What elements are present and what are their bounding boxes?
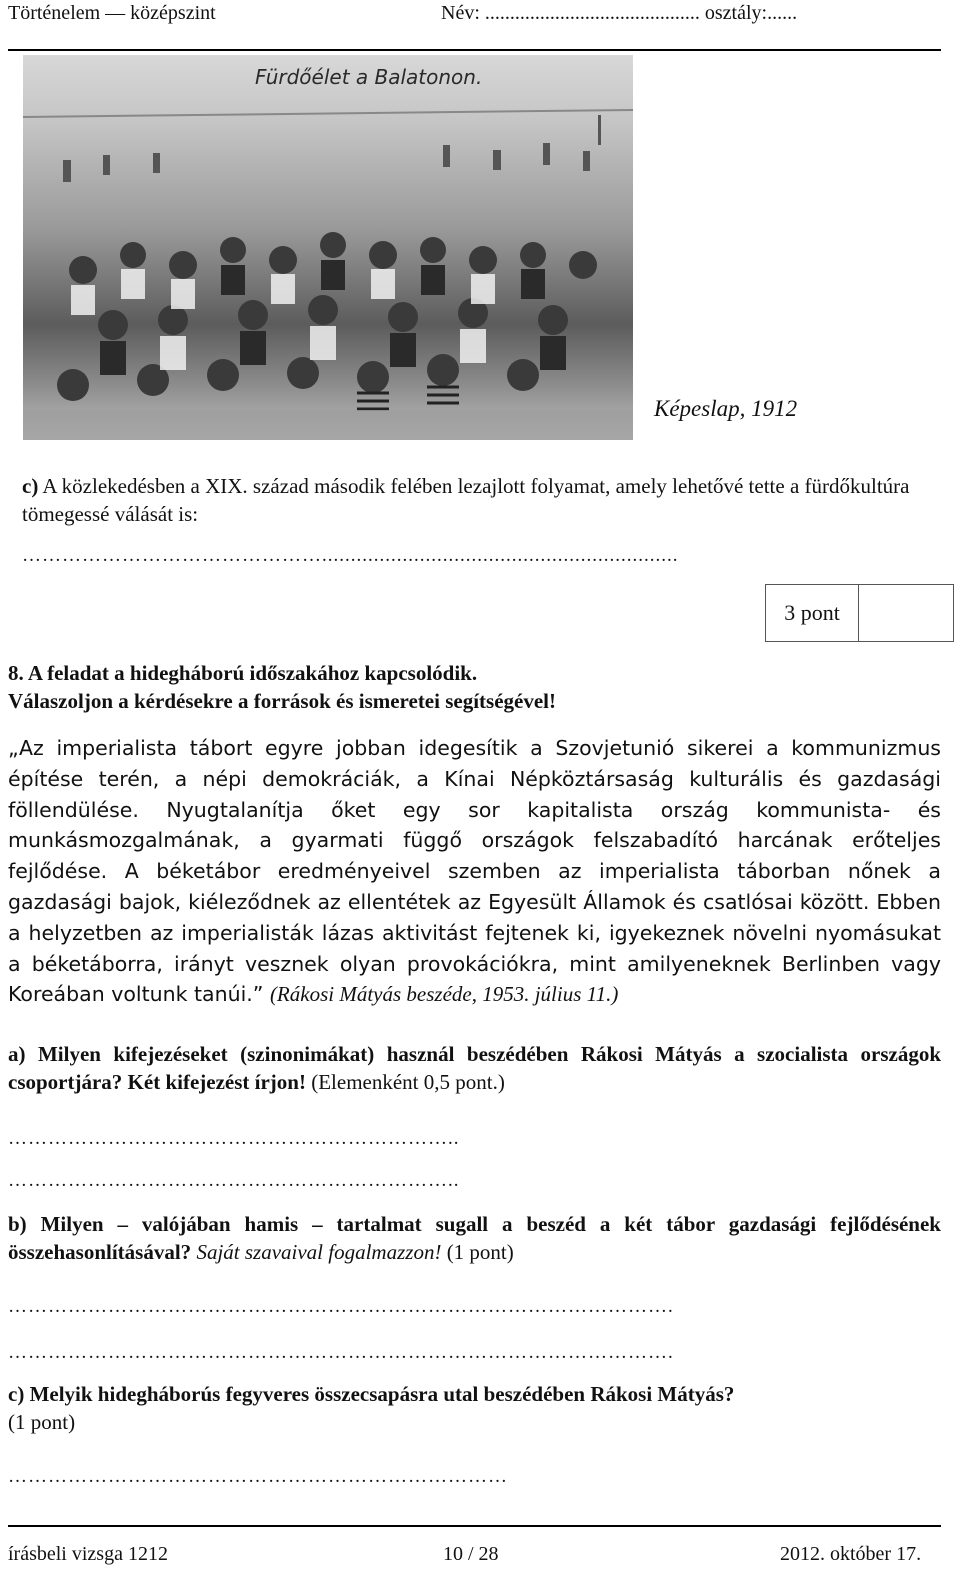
answer-line-b1[interactable]: ………………………………………………………………………………………. — [8, 1296, 674, 1317]
footer-page: 10 / 28 — [443, 1543, 499, 1565]
footer-left: írásbeli vizsga 1212 — [8, 1543, 168, 1565]
photo-caption: Képeslap, 1912 — [654, 396, 798, 421]
score-entry-cell[interactable] — [859, 585, 953, 641]
footer-rule — [8, 1525, 941, 1527]
answer-line-a2[interactable]: ………………………………………………………….. — [8, 1170, 460, 1191]
question-c2-points: (1 pont) — [8, 1410, 76, 1434]
question-c2 — [8, 1380, 941, 1436]
answer-line-c1[interactable]: ……………………………………….............................................................. — [22, 545, 679, 566]
postcard-title: Fürdőélet a Balatonon. — [255, 65, 483, 89]
question-c1-text: A közlekedésben a XIX. század második felében lezajlott folyamat, amely lehetővé tette a fürdőkultúra tömegessé válását is: — [22, 474, 910, 526]
header-name-field: Név: ........................................... osztály:...... — [441, 2, 798, 24]
header-subject: Történelem — középszint — [8, 2, 216, 24]
question-c1 — [22, 472, 942, 528]
postcard-photo — [23, 55, 633, 440]
question-b-instruction: Saját szavaival fogalmazzon! — [196, 1240, 442, 1264]
source-text: „Az imperialista tábort egyre jobban idegesítik a Szovjetunió sikerei a kommunizmus építése terén, a népi demokráciák, a Kínai Népköztársaság kulturális és gazdasági föllendülése. Nyugtalanítja őket egy sor kapitalista ország kommunista- és munkásmozgalmának, a gyarmati függő országok felszabadító harcának erőteljes fejlődése. A béketábor eredményeivel szemben az imperialista táborban nőnek a gazdasági bajok, kiéleződnek az ellentétek az Egyesült Államok és csatlósai között. Ebben a helyzetben az imperialisták lázas aktivitást fejtenek ki, igyekeznek növelni nyomásukat a béketáborra, irányt vesznek olyan provokációkra, mint amilyeneknek Berlinben vagy Koreában voltunk tanúi.” — [8, 736, 941, 1007]
task8-subtitle: Válaszoljon a kérdésekre a források és ismeretei segítségével! — [8, 689, 556, 713]
answer-line-a1[interactable]: ………………………………………………………….. — [8, 1128, 460, 1149]
postcard-crowd-illustration — [23, 55, 633, 440]
question-c2-text: c) Melyik hidegháborús fegyveres összecsapásra utal beszédében Rákosi Mátyás? — [8, 1382, 735, 1406]
source-quote — [8, 733, 941, 1010]
score-box — [765, 584, 954, 642]
task8-title: 8. A feladat a hidegháború időszakához kapcsolódik. — [8, 661, 478, 685]
question-b-text: b) Milyen – valójában hamis – tartalmat sugall a beszéd a két tábor gazdasági fejlődésének összehasonlításával? — [8, 1212, 941, 1264]
question-a-points: (Elemenként 0,5 pont.) — [311, 1070, 505, 1094]
footer-date: 2012. október 17. — [780, 1543, 922, 1565]
question-b — [8, 1210, 941, 1266]
answer-line-c2[interactable]: ………………………………………………………………… — [8, 1466, 508, 1487]
question-a-text: a) Milyen kifejezéseket (szinonimákat) használ beszédében Rákosi Mátyás a szocialista országok csoportjára? Két kifejezést írjon! — [8, 1042, 941, 1094]
question-b-points: (1 pont) — [446, 1240, 514, 1264]
header-rule — [8, 49, 941, 51]
question-c1-label: c) — [22, 474, 39, 498]
question-a — [8, 1040, 941, 1096]
source-citation: (Rákosi Mátyás beszéde, 1953. július 11.) — [269, 982, 619, 1007]
score-label: 3 pont — [766, 585, 859, 641]
answer-line-b2[interactable]: ………………………………………………………………………………………. — [8, 1342, 674, 1363]
